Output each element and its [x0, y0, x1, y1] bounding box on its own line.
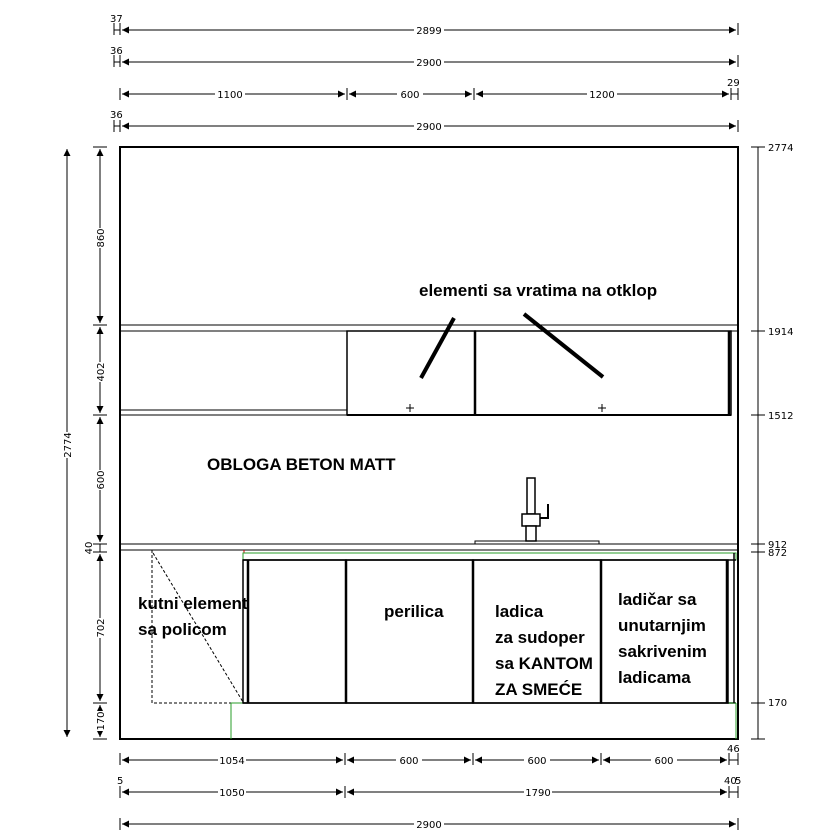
top-dimension-row-3: [120, 88, 738, 100]
top-dim-row3-seg2: 600: [400, 90, 420, 101]
doors-annotation: elementi sa vratima na otklop: [419, 281, 658, 300]
left-dim-top-zone: 860: [96, 228, 107, 248]
bottom-dim-row2-end1: 40: [724, 776, 737, 787]
left-dim-overall: 2774: [63, 432, 74, 458]
right-level-top: 2774: [768, 143, 794, 154]
right-level-lines: [751, 147, 765, 739]
sink-label-line4: ZA SMEĆE: [495, 680, 583, 699]
wall-cabinet-left: [347, 331, 475, 415]
bottom-dim-row2-seg2: 1790: [525, 788, 551, 799]
top-dim-row1-total: 2899: [416, 26, 442, 37]
left-dim-worktop: 40: [84, 541, 95, 555]
right-level-worktop-top: 912: [768, 540, 788, 551]
wall-cabinet-right: [475, 331, 731, 415]
bottom-dim-row1-end: 46: [727, 744, 740, 755]
sink-tap: [475, 478, 599, 544]
right-level-plinth-top: 170: [768, 698, 788, 709]
top-dim-row3-seg3: 1200: [589, 90, 615, 101]
base-cabinet-corner-front: [243, 560, 346, 703]
top-dim-row4-offset: 36: [110, 110, 123, 121]
bottom-dim-row2-seg1: 1050: [219, 788, 245, 799]
right-level-wall-top: 1914: [768, 327, 794, 338]
top-dim-row1-offset: 37: [110, 14, 123, 25]
sink-label-line2: za sudoper: [495, 628, 585, 647]
leader-line-right: [524, 314, 603, 377]
corner-label-line1: kutni element: [138, 594, 248, 613]
left-dim-wall-units: 402: [96, 362, 107, 382]
bottom-dim-row1-seg1: 1054: [219, 756, 245, 767]
bottom-dimension-row-2: [120, 786, 738, 798]
top-dim-row2-offset: 36: [110, 46, 123, 57]
hinge-marker-left: [406, 404, 414, 412]
bottom-dim-row2-start: 5: [117, 776, 124, 787]
drawers-label-line2: unutarnjim: [618, 616, 706, 635]
top-dim-row2-total: 2900: [416, 58, 442, 69]
sink-label-line3: sa KANTOM: [495, 654, 593, 673]
drawers-label-line4: ladicama: [618, 668, 691, 687]
corner-label-line2: sa policom: [138, 620, 227, 639]
right-level-worktop-bottom: 872: [768, 548, 788, 559]
bottom-dim-row1-seg3: 600: [527, 756, 547, 767]
base-cabinet-washer: [346, 560, 473, 703]
wall-units-band: [120, 325, 738, 415]
hinge-marker-right: [598, 404, 606, 412]
left-dim-plinth: 170: [96, 711, 107, 731]
washer-label: perilica: [384, 602, 444, 621]
left-dim-base-units: 702: [96, 618, 107, 638]
bottom-dim-row2-end2: 5: [735, 776, 742, 787]
bottom-dim-row1-seg2: 600: [399, 756, 419, 767]
leader-line-left: [421, 318, 454, 378]
bottom-dimension-row-1: [120, 753, 738, 765]
worktop: [120, 544, 738, 550]
left-dim-backsplash: 600: [96, 470, 107, 490]
top-dim-row3-seg1: 1100: [217, 90, 243, 101]
bottom-dim-row3-total: 2900: [416, 820, 442, 831]
bottom-dim-row1-seg4: 600: [654, 756, 674, 767]
top-dim-row4-total: 2900: [416, 122, 442, 133]
sink-label-line1: ladica: [495, 602, 544, 621]
right-level-wall-bottom: 1512: [768, 411, 794, 422]
drawers-label-line1: ladičar sa: [618, 590, 697, 609]
cladding-annotation: OBLOGA BETON MATT: [207, 455, 396, 474]
drawers-label-line3: sakrivenim: [618, 642, 707, 661]
top-dim-row3-end: 29: [727, 78, 740, 89]
